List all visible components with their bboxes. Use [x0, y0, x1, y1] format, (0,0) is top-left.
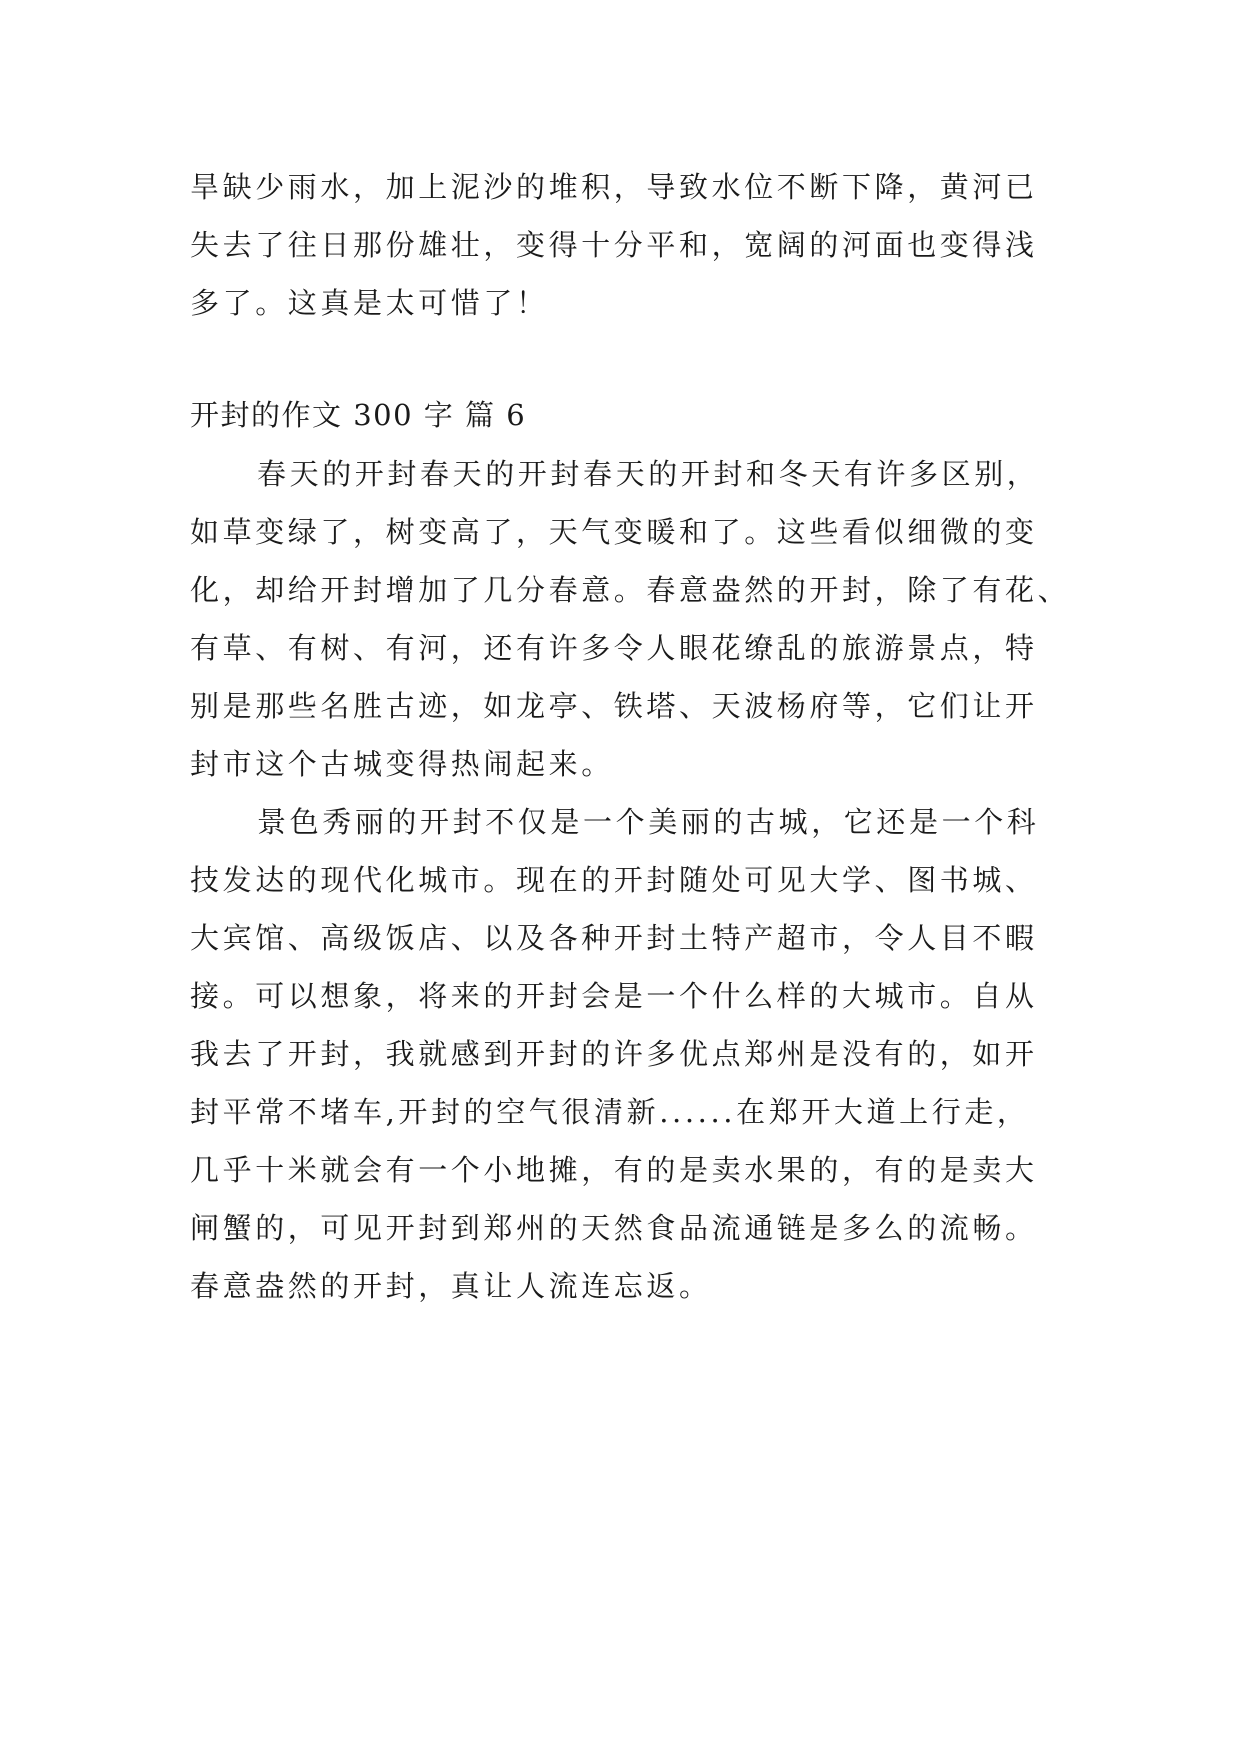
text-line: 闸蟹的，可见开封到郑州的天然食品流通链是多么的流畅。 — [190, 1211, 1038, 1245]
text-line: 几乎十米就会有一个小地摊，有的是卖水果的，有的是卖大 — [190, 1153, 1038, 1187]
text-line: 景色秀丽的开封不仅是一个美丽的古城，它还是一个科 — [257, 805, 1040, 839]
text-line: 封平常不堵车,开封的空气很清新......在郑开大道上行走， — [190, 1095, 1030, 1129]
text-line: 有草、有树、有河，还有许多令人眼花缭乱的旅游景点，特 — [190, 631, 1038, 665]
text-line: 大宾馆、高级饭店、以及各种开封土特产超市，令人目不暇 — [190, 921, 1038, 955]
text-line: 化，却给开封增加了几分春意。春意盎然的开封，除了有花、 — [190, 573, 1071, 607]
text-line: 春天的开封春天的开封春天的开封和冬天有许多区别， — [257, 457, 1040, 491]
text-line: 春意盎然的开封，真让人流连忘返。 — [190, 1269, 712, 1303]
text-line: 接。可以想象，将来的开封会是一个什么样的大城市。自从 — [190, 979, 1038, 1013]
essay-heading: 开封的作文 300 字 篇 6 — [190, 398, 527, 432]
text-line: 技发达的现代化城市。现在的开封随处可见大学、图书城、 — [190, 863, 1038, 897]
text-line: 封市这个古城变得热闹起来。 — [190, 747, 614, 781]
text-line: 我去了开封，我就感到开封的许多优点郑州是没有的，如开 — [190, 1037, 1038, 1071]
text-line: 旱缺少雨水，加上泥沙的堆积，导致水位不断下降，黄河已 — [190, 170, 1038, 204]
text-line: 如草变绿了，树变高了，天气变暖和了。这些看似细微的变 — [190, 515, 1038, 549]
text-line: 多了。这真是太可惜了！ — [190, 286, 549, 320]
text-line: 别是那些名胜古迹，如龙亭、铁塔、天波杨府等，它们让开 — [190, 689, 1038, 723]
text-line: 失去了往日那份雄壮，变得十分平和，宽阔的河面也变得浅 — [190, 228, 1038, 262]
